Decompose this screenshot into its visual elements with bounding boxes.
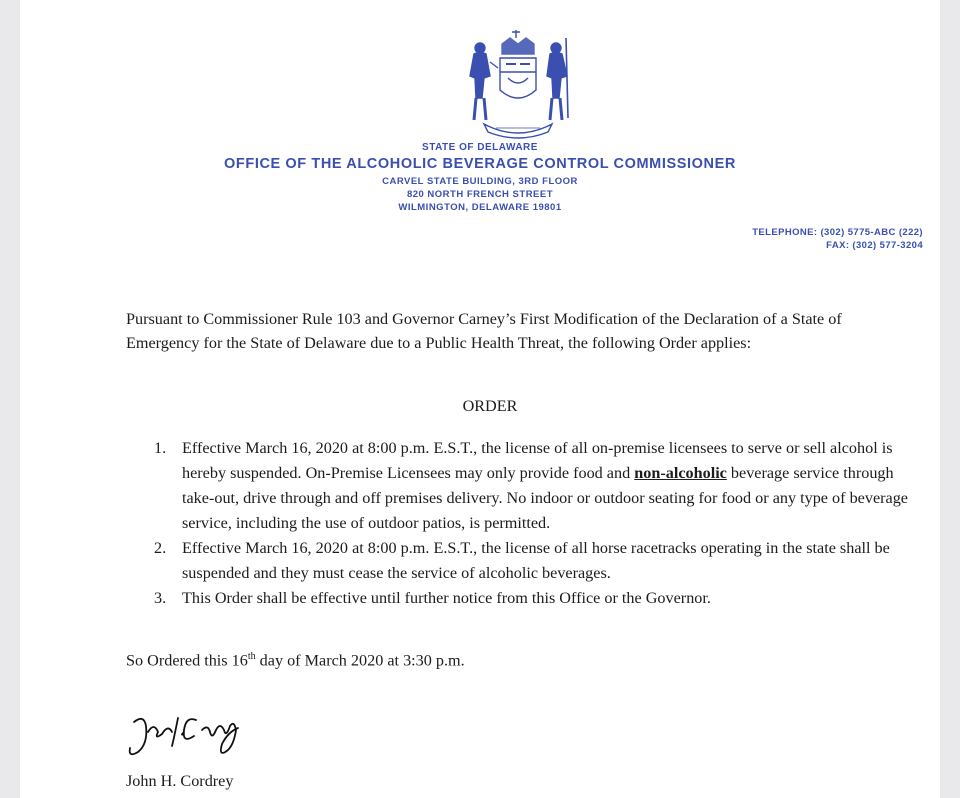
item-number: 2. [154, 539, 167, 557]
list-item [154, 586, 914, 611]
document-page [20, 0, 940, 798]
contact-info [752, 226, 923, 252]
address-line: CARVEL STATE BUILDING, 3RD FLOOR [382, 176, 578, 187]
order-list [154, 436, 914, 611]
delaware-seal-icon [456, 28, 580, 140]
item-number: 1. [154, 439, 167, 457]
item-emphasis: non-alcoholic [634, 464, 727, 482]
intro-paragraph: Pursuant to Commissioner Rule 103 and Governor Carney’s First Modification of the Declaration of a State of Emergency for the State of Delaware due to a Public Health Threat, the following Order applies: [126, 310, 842, 352]
list-item [154, 536, 914, 586]
item-text: beverage service through take-out, drive through and off premises delivery. No indoor or outdoor seating for food or any type of beverage service, including the use of outdoor patios, is permitted. [182, 464, 908, 532]
item-number: 3. [154, 589, 167, 607]
order-title: ORDER [462, 397, 518, 415]
closing-suffix: day of March 2020 at 3:30 p.m. [255, 651, 465, 670]
letterhead-address [20, 175, 940, 214]
fax: FAX: (302) 577-3204 [826, 240, 923, 251]
handwritten-signature [120, 702, 290, 762]
closing-prefix: So Ordered this 16 [126, 651, 248, 670]
signer-name: John H. Cordrey [126, 772, 234, 790]
address-line: WILMINGTON, DELAWARE 19801 [398, 202, 562, 213]
item-text: Effective March 16, 2020 at 8:00 p.m. E.S.T., the license of all horse racetracks operating in the state shall be suspended and they must cease the service of alcoholic beverages. [182, 539, 890, 582]
address-line: 820 NORTH FRENCH STREET [406, 189, 554, 200]
closing-superscript: th [247, 651, 256, 662]
letterhead-state: STATE OF DELAWARE [422, 142, 538, 153]
telephone: TELEPHONE: (302) 5775-ABC (222) [752, 227, 923, 238]
closing-line [126, 651, 465, 670]
list-item [154, 436, 914, 536]
letterhead-office: OFFICE OF THE ALCOHOLIC BEVERAGE CONTROL COMMISSIONER [224, 156, 736, 172]
item-text: This Order shall be effective until further notice from this Office or the Governor. [182, 589, 711, 607]
item-text: Effective March 16, 2020 at 8:00 p.m. E.S.T., the license of all on-premise licensees to serve or sell alcohol is hereby suspended. On-Premise Licensees may only provide food and [182, 439, 893, 482]
letterhead [20, 142, 940, 214]
